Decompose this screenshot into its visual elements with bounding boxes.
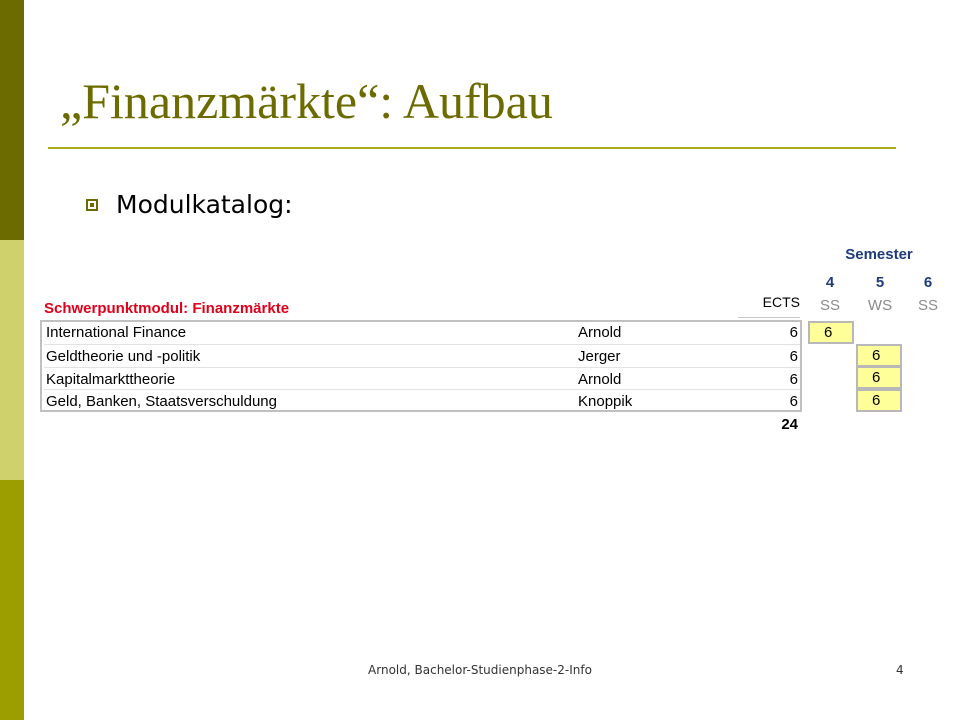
course-professor: Arnold — [578, 324, 622, 341]
semester-header: Semester — [845, 246, 913, 263]
side-stripe-bottom — [0, 480, 24, 720]
course-name: Geld, Banken, Staatsverschuldung — [46, 393, 277, 410]
title-underline — [48, 147, 896, 149]
semester-cell-geldtheorie: 6 — [856, 344, 902, 367]
semester-cell-geld-banken: 6 — [856, 389, 902, 412]
table-row — [44, 321, 800, 344]
semester-number-4: 4 — [825, 274, 835, 291]
total-ects: 24 — [781, 416, 798, 433]
course-professor: Jerger — [578, 348, 621, 365]
course-ects: 6 — [789, 371, 798, 388]
side-stripe-top — [0, 0, 24, 240]
course-name: International Finance — [46, 324, 187, 341]
bullet-item — [86, 190, 293, 219]
ects-column-header: ECTS — [762, 294, 800, 310]
semester-number-6: 6 — [923, 274, 933, 291]
square-bullet-icon — [86, 199, 98, 211]
footer-text: Arnold, Bachelor-Studienphase-2-Info — [368, 663, 592, 677]
module-title: Schwerpunktmodul: Finanzmärkte — [44, 300, 290, 317]
course-professor: Arnold — [578, 371, 622, 388]
course-ects: 6 — [789, 324, 798, 341]
slide-title: „Finanzmärkte“: Aufbau — [60, 73, 553, 129]
course-name: Geldtheorie und -politik — [46, 348, 201, 365]
course-professor: Knoppik — [578, 393, 633, 410]
course-ects: 6 — [789, 393, 798, 410]
semester-number-5: 5 — [875, 274, 885, 291]
course-name: Kapitalmarkttheorie — [46, 371, 176, 388]
semester-cell-kapitalmarkttheorie: 6 — [856, 366, 902, 389]
table-row — [44, 344, 800, 368]
table-row — [44, 389, 800, 413]
semester-term-5: WS — [867, 297, 893, 314]
ects-header-divider — [738, 317, 800, 318]
side-stripe-middle — [0, 240, 24, 480]
page-number: 4 — [896, 663, 904, 677]
semester-term-6: SS — [917, 297, 938, 314]
bullet-text: Modulkatalog: — [116, 190, 293, 219]
table-row — [44, 367, 800, 391]
course-ects: 6 — [789, 348, 798, 365]
semester-term-4: SS — [819, 297, 840, 314]
semester-cell-international-finance: 6 — [808, 321, 854, 344]
